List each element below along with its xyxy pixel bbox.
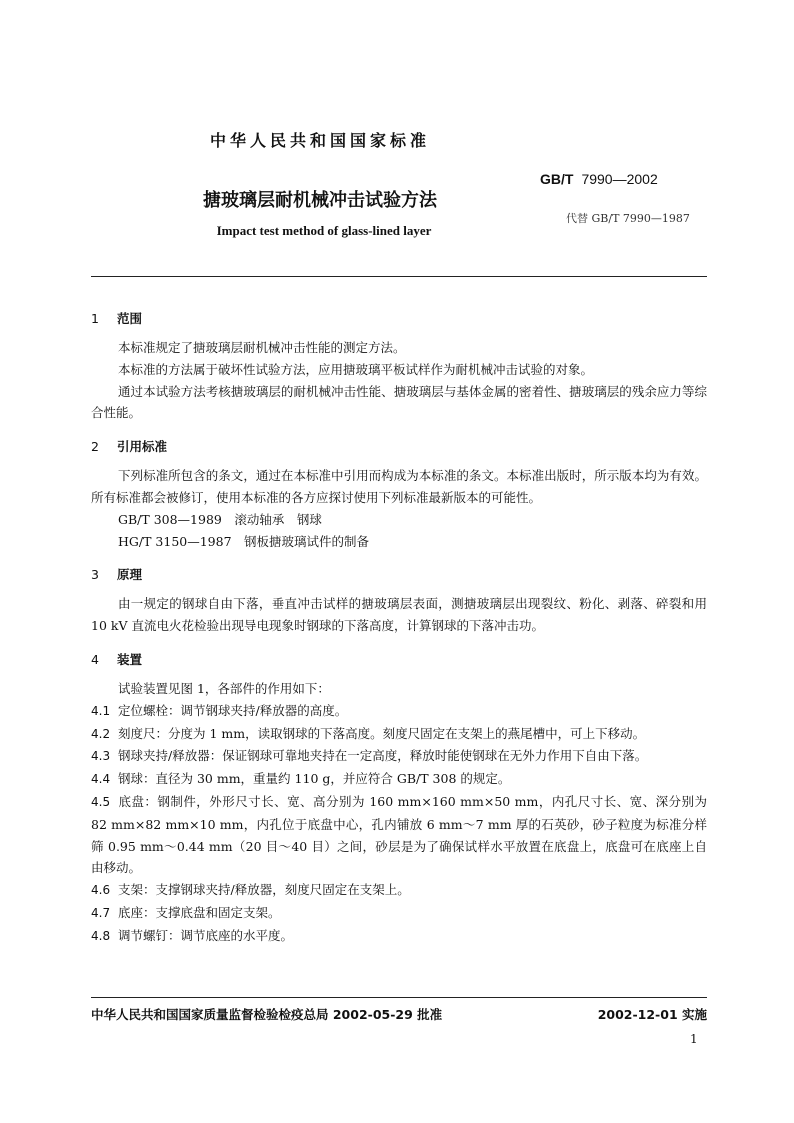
header-divider [91, 276, 707, 277]
clause-item [91, 745, 707, 768]
clause-number: 4.7 [91, 905, 111, 920]
section-title: 引用标准 [117, 439, 168, 455]
reference-standard: HG/T 3150—1987 钢板搪玻璃试件的制备 [118, 533, 370, 549]
clause-item [91, 879, 707, 902]
clause-number: 4.1 [91, 703, 111, 718]
clause-item [91, 700, 707, 723]
clause-text: 钢球夹持/释放器：保证钢球可靠地夹持在一定高度，释放时能使钢球在无外力作用下自由下落。 [118, 748, 648, 764]
clause-item [91, 925, 707, 948]
clause-item [91, 723, 707, 746]
standard-number: 7990—2002 [581, 171, 658, 187]
section-4-heading [91, 649, 707, 671]
footer-divider [91, 997, 707, 998]
clause-text: 调节螺钉：调节底座的水平度。 [118, 927, 294, 943]
clause-item [91, 768, 707, 791]
section-title: 范围 [117, 311, 143, 326]
section-1-heading [91, 308, 707, 330]
clause-text: 定位螺栓：调节钢球夹持/释放器的高度。 [118, 702, 348, 718]
replaces-note: 代替 GB/T 7990—1987 [566, 212, 690, 225]
clause-item [91, 791, 707, 879]
clause-number: 4.3 [91, 749, 111, 764]
effective-date: 2002-12-01 实施 [597, 1007, 707, 1022]
issuer-approval: 中华人民共和国国家质量监督检验检疫总局 2002-05-29 批准 [91, 1007, 443, 1022]
document-title-cn: 搪玻璃层耐机械冲击试验方法 [203, 190, 437, 211]
reference-standard: GB/T 308—1989 滚动轴承 钢球 [118, 511, 322, 527]
clause-text: 钢球：直径为 30 mm，重量约 110 g，并应符合 GB/T 308 的规定。 [118, 771, 511, 787]
standard-prefix: GB/T [540, 171, 574, 187]
clause-item [91, 902, 707, 925]
section-3-heading [91, 564, 707, 586]
document-title-en: Impact test method of glass-lined layer [216, 223, 432, 238]
clause-number: 4.2 [91, 726, 111, 741]
paragraph: 通过本试验方法考核搪玻璃层的耐机械冲击性能、搪玻璃层与基体金属的密着性、搪玻璃层的残余应力等综合性能。 [91, 383, 707, 421]
clause-text: 刻度尺：分度为 1 mm，读取钢球的下落高度。刻度尺固定在支架上的燕尾槽中，可上下移动。 [118, 725, 646, 741]
paragraph: 本标准规定了搪玻璃层耐机械冲击性能的测定方法。 [118, 340, 406, 355]
paragraph: 本标准的方法属于破坏性试验方法，应用搪玻璃平板试样作为耐机械冲击试验的对象。 [118, 361, 594, 377]
paragraph: 下列标准所包含的条文，通过在本标准中引用而构成为本标准的条文。本标准出版时，所示版本均为有效。所有标准都会被修订，使用本标准的各方应探讨使用下列标准最新版本的可能性。 [91, 468, 707, 505]
section-2-heading [91, 436, 707, 458]
section-number: 4 [91, 651, 99, 667]
section-number: 3 [91, 567, 99, 583]
standard-type-heading: 中华人民共和国国家标准 [209, 131, 430, 150]
clause-number: 4.8 [91, 928, 111, 943]
clause-text: 底盘：钢制件，外形尺寸长、宽、高分别为 160 mm×160 mm×50 mm，内孔尺寸长、宽、深分别为 82 mm×82 mm×10 mm，内孔位于底盘中心，孔内铺放 6 mm～7 mm 厚的石英砂，砂子粒度为标准分样筛 0.95 mm～0.44 mm（20 目～40 目）之间，砂层是为了确保试样水平放置在底盘上，底盘可在底座上自由移动。 [91, 793, 707, 876]
section-number: 1 [91, 311, 99, 326]
clause-number: 4.6 [91, 883, 111, 898]
paragraph: 试验装置见图 1，各部件的作用如下： [118, 680, 330, 696]
section-number: 2 [91, 439, 99, 455]
section-title: 装置 [117, 651, 143, 667]
clause-number: 4.4 [91, 772, 111, 787]
clause-text: 底座：支撑底盘和固定支架。 [118, 904, 281, 920]
clause-number: 4.5 [91, 794, 111, 809]
section-title: 原理 [117, 567, 143, 583]
page-number: 1 [690, 1032, 698, 1046]
clause-text: 支架：支撑钢球夹持/释放器，刻度尺固定在支架上。 [118, 882, 410, 898]
paragraph: 由一规定的钢球自由下落，垂直冲击试样的搪玻璃层表面，测搪玻璃层出现裂纹、粉化、剥落、碎裂和用 10 kV 直流电火花检验出现导电现象时钢球的下落高度，计算钢球的下落冲击功。 [91, 596, 707, 634]
document-body [91, 308, 707, 948]
